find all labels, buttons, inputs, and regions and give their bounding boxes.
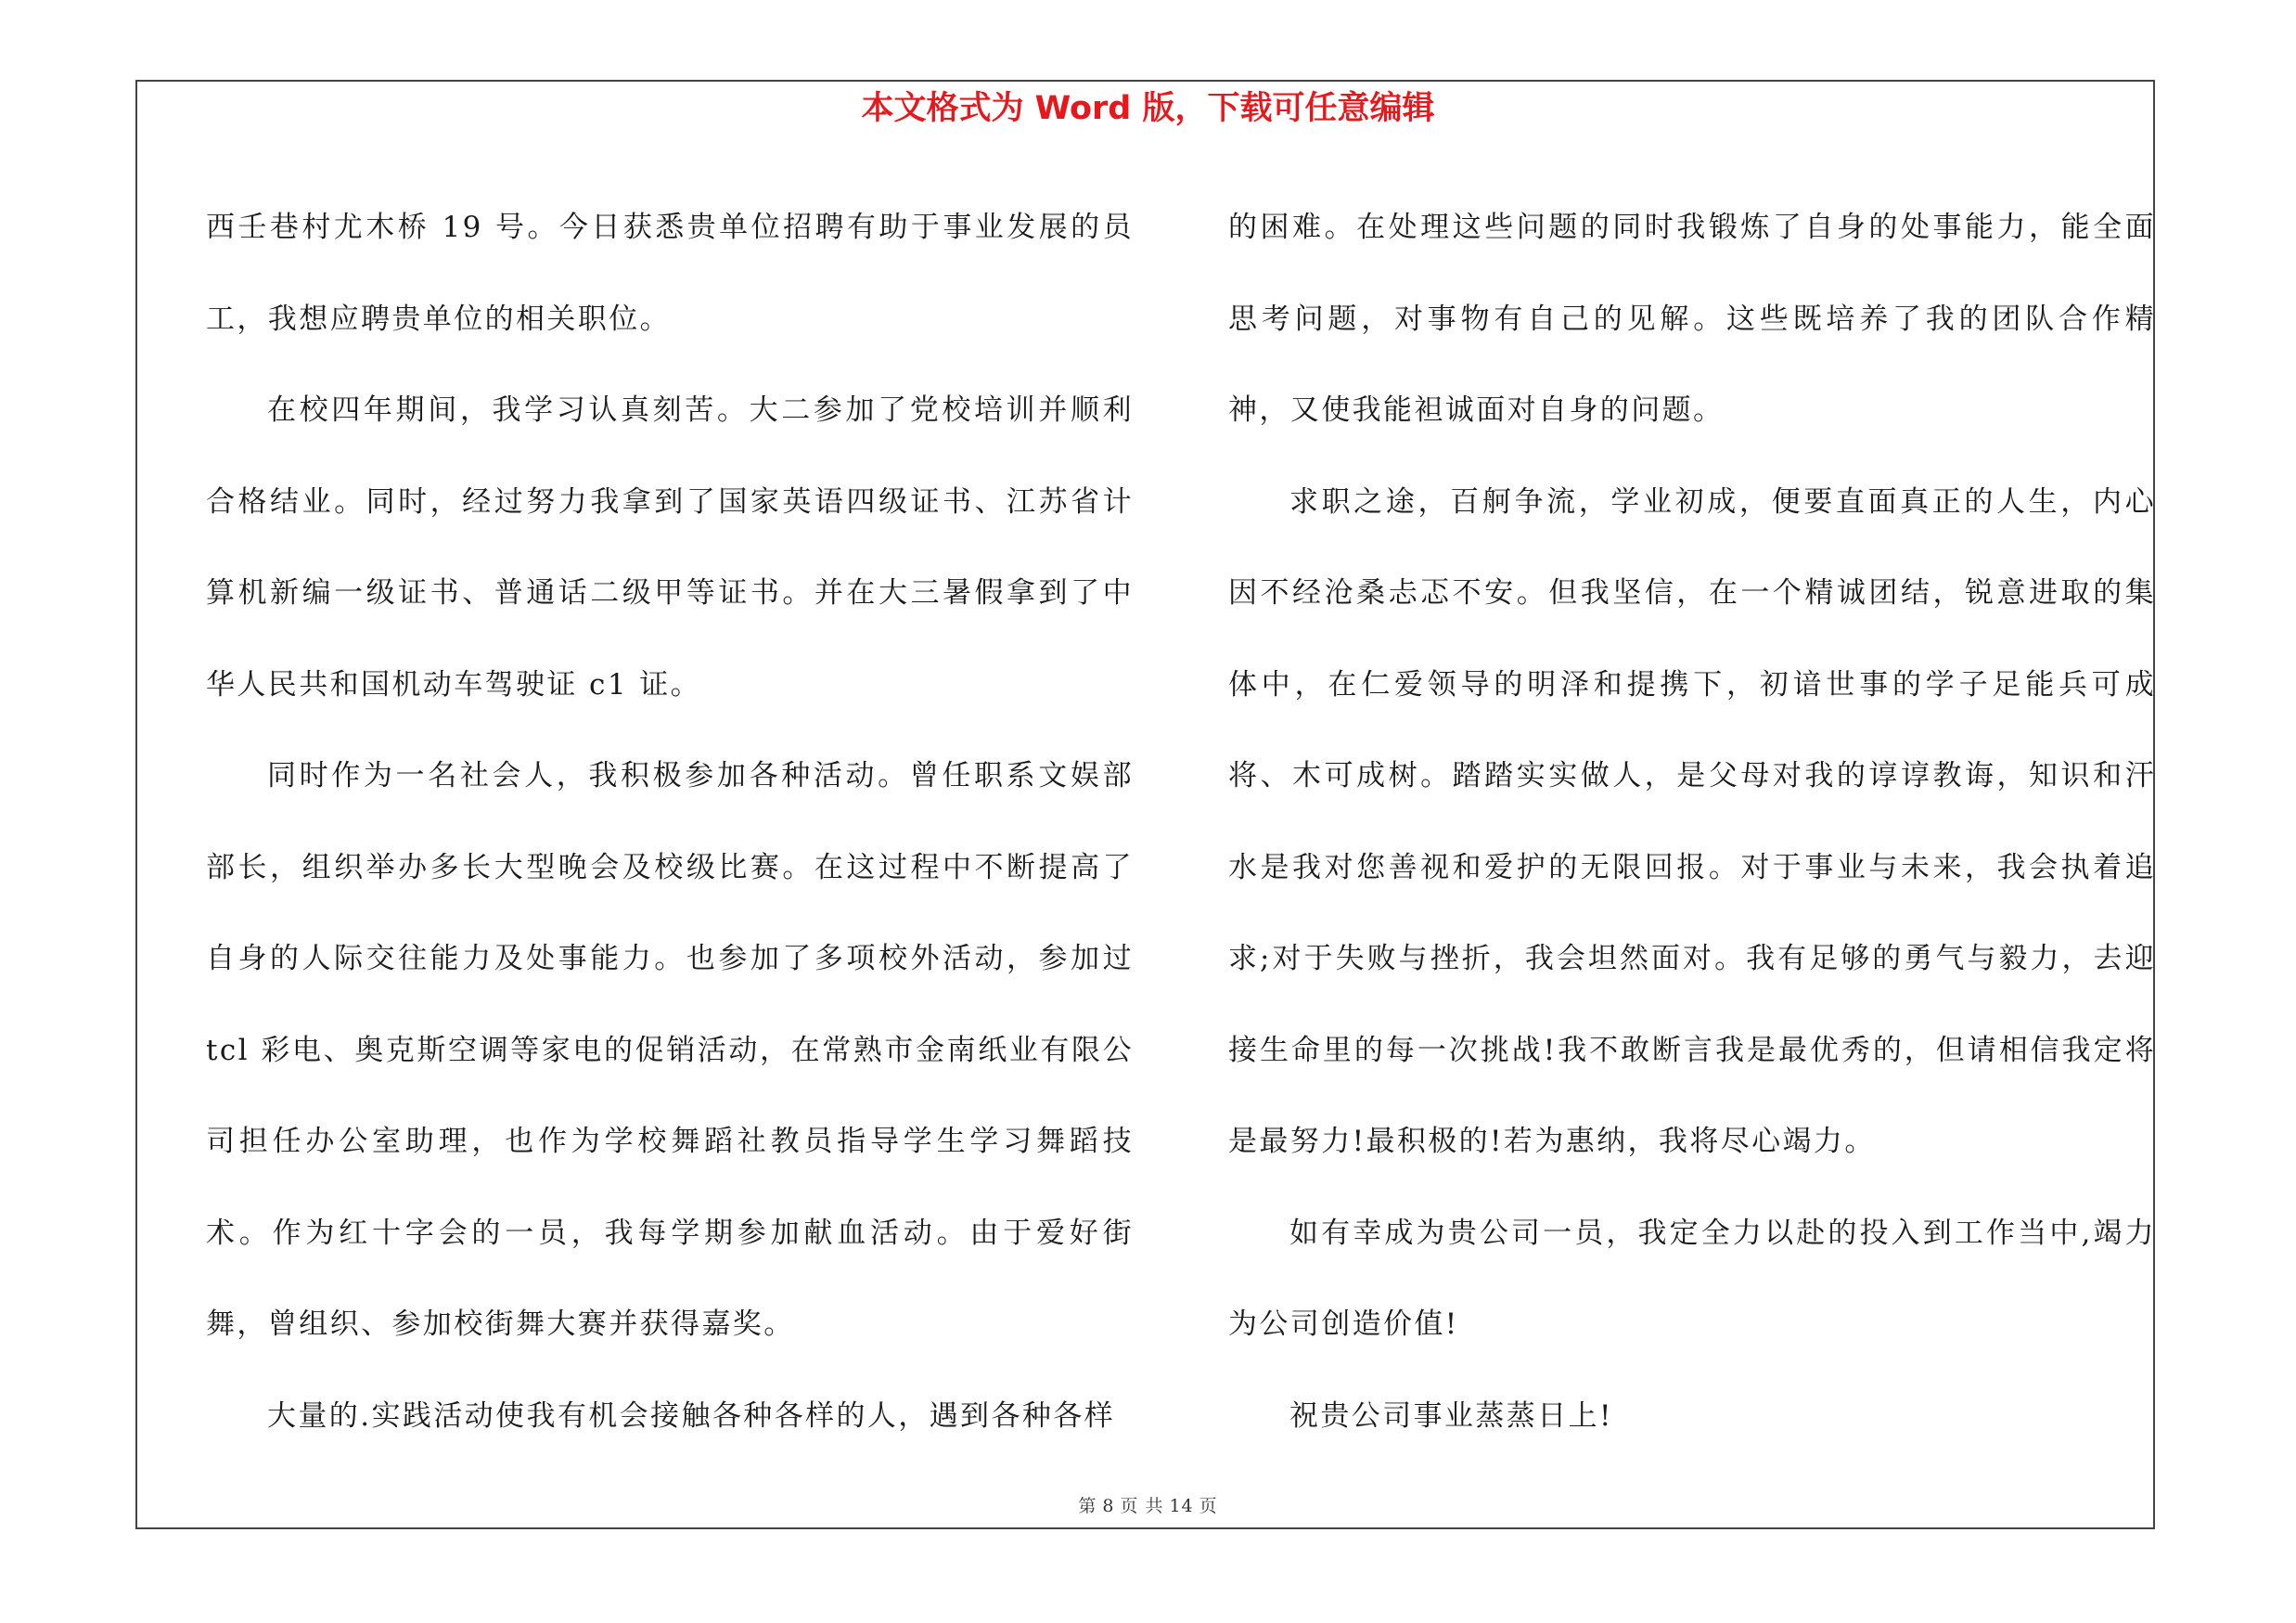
footer-total-pages: 14 — [1169, 1496, 1194, 1516]
paragraph-education: 在校四年期间，我学习认真刻苦。大二参加了党校培训并顺利合格结业。同时，经过努力我拿到了国家英语四级证书、江苏省计算机新编一级证书、普通话二级甲等证书。并在大三暑假拿到了中华人民共和国机动车驾驶证 c1 证。 — [206, 393, 1134, 702]
format-banner: 本文格式为 Word 版，下载可任意编辑 — [861, 90, 1435, 127]
footer-prefix: 第 — [1078, 1496, 1097, 1516]
right-text-column — [1228, 182, 2156, 1462]
paragraph-closing-wish: 祝贵公司事业蒸蒸日上! — [1289, 1398, 1613, 1433]
left-text-column — [206, 182, 1134, 1462]
footer-mid: 页 共 — [1120, 1496, 1164, 1516]
paragraph-activities: 同时作为一名社会人，我积极参加各种活动。曾任职系文娱部部长，组织举办多长大型晚会及校级比赛。在这过程中不断提高了自身的人际交往能力及处事能力。也参加了多项校外活动，参加过 tcl 彩电、奥克斯空调等家电的促销活动，在常熟市金南纸业有限公司担任办公室助理，也作为学校舞蹈社教员指导学生学习舞蹈技术。作为红十字会的一员，我每学期参加献血活动。由于爱好街舞，曾组织、参加校街舞大赛并获得嘉奖。 — [206, 759, 1134, 1341]
footer-suffix: 页 — [1199, 1496, 1218, 1516]
paragraph-job-seeking: 求职之途，百舸争流，学业初成，便要直面真正的人生，内心因不经沧桑忐忑不安。但我坚信，在一个精诚团结，锐意进取的集体中，在仁爱领导的明泽和提携下，初谙世事的学子足能兵可成将、木可成树。踏踏实实做人，是父母对我的谆谆教诲，知识和汗水是我对您善视和爱护的无限回报。对于事业与未来，我会执着追求;对于失败与挫折，我会坦然面对。我有足够的勇气与毅力，去迎接生命里的每一次挑战!我不敢断言我是最优秀的，但请相信我定将是最努力!最积极的!若为惠纳，我将尽心竭力。 — [1228, 484, 2156, 1158]
paragraph-practice-continuation: 的困难。在处理这些问题的同时我锻炼了自身的处事能力，能全面思考问题，对事物有自己的见解。这些既培养了我的团队合作精神，又使我能袒诚面对自身的问题。 — [1228, 211, 2156, 427]
paragraph-address-continuation: 西壬巷村尤木桥 19 号。今日获悉贵单位招聘有助于事业发展的员工，我想应聘贵单位的相关职位。 — [206, 211, 1134, 336]
paragraph-practice-start: 大量的.实践活动使我有机会接触各种各样的人，遇到各种各样 — [267, 1398, 1116, 1433]
footer-page-number: 8 — [1102, 1496, 1115, 1516]
page-number-footer — [0, 1492, 2296, 1517]
paragraph-commitment: 如有幸成为贵公司一员，我定全力以赴的投入到工作当中,竭力为公司创造价值! — [1228, 1216, 2156, 1341]
